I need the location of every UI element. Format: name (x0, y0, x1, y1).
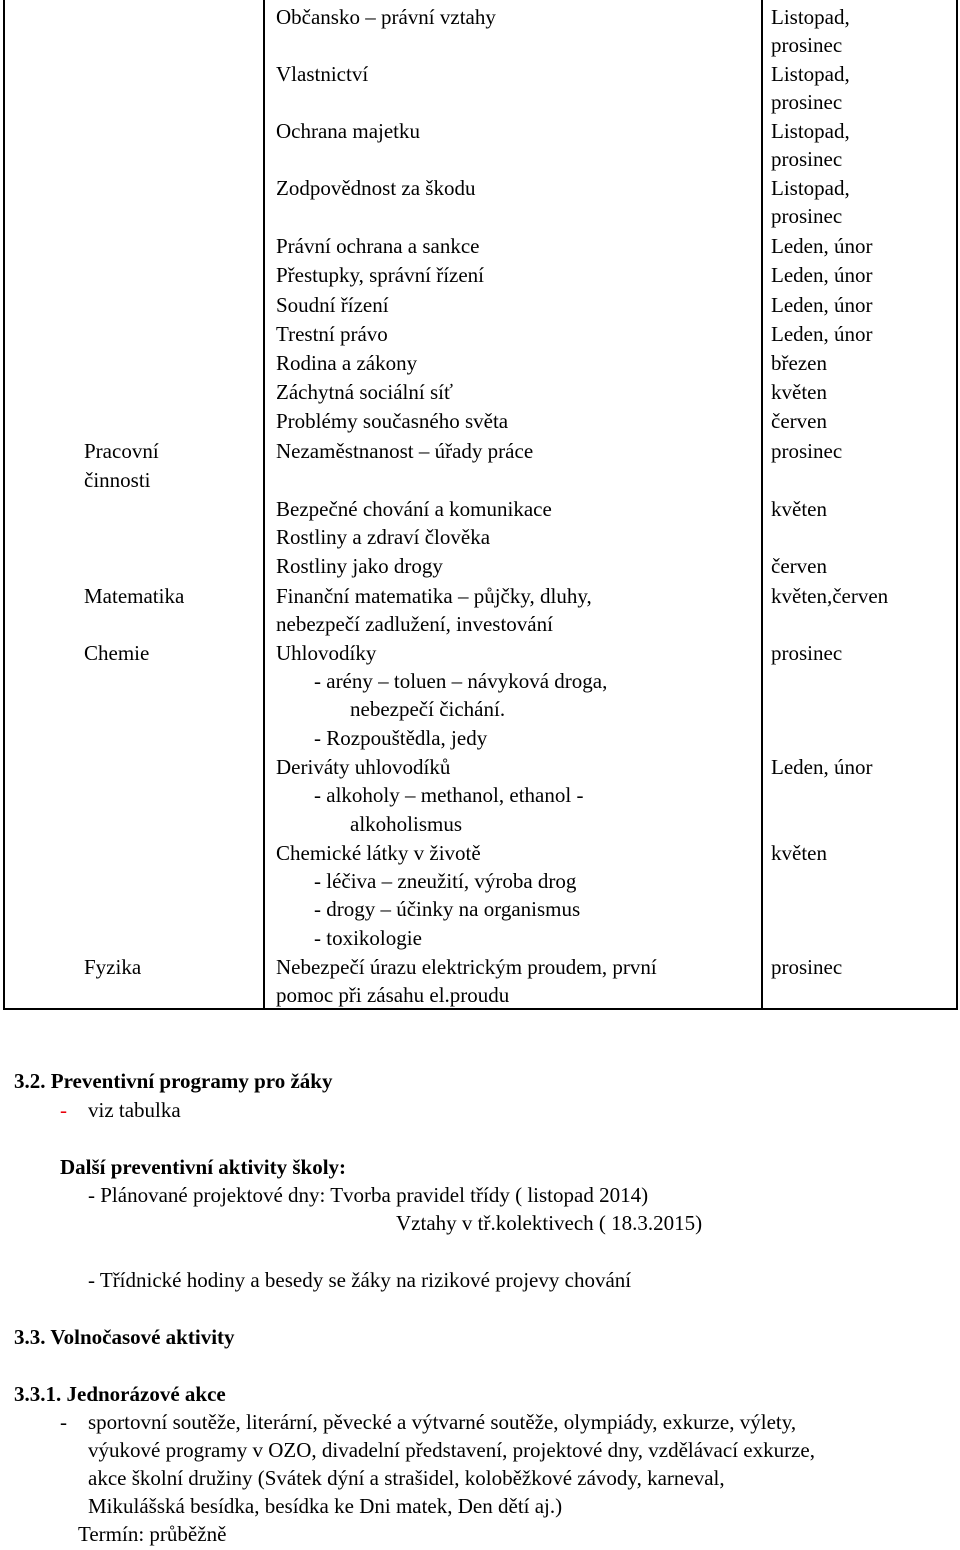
table-cell-topic: Uhlovodíky (276, 641, 377, 665)
table-cell-subitem: - toxikologie (314, 926, 422, 950)
table-cell-term: Listopad, (771, 176, 850, 200)
table-cell-term: květen (771, 380, 827, 404)
table-cell-topic: Právní ochrana a sankce (276, 234, 480, 258)
table-cell-term: květen,červen (771, 584, 889, 608)
list-item-line: výukové programy v OZO, divadelní představení, projektové dny, vzdělávací exkurze, (88, 1438, 815, 1462)
table-cell-topic: pomoc při zásahu el.proudu (276, 983, 510, 1007)
table-cell-topic: Rostliny a zdraví člověka (276, 525, 491, 549)
subject-label: Matematika (84, 584, 185, 608)
table-cell-term: březen (771, 351, 827, 375)
table-cell-term: Listopad, (771, 5, 850, 29)
table-cell-topic: Bezpečné chování a komunikace (276, 497, 552, 521)
table-cell-topic: Ochrana majetku (276, 119, 421, 143)
bullet-dash: - (60, 1410, 67, 1434)
table-cell-term: Listopad, (771, 62, 850, 86)
section-heading-3-3: 3.3. Volnočasové aktivity (14, 1325, 235, 1349)
table-cell-subitem: nebezpečí čichání. (350, 697, 506, 721)
table-cell-topic: Vlastnictví (276, 62, 369, 86)
table-cell-term: prosinec (771, 641, 843, 665)
table-cell-subitem: - arény – toluen – návyková droga, (314, 669, 608, 693)
table-cell-term: prosinec (771, 33, 843, 57)
table-cell-term: Leden, únor (771, 322, 873, 346)
table-border-right (956, 0, 958, 1010)
table-cell-topic: Záchytná sociální síť (276, 380, 453, 404)
table-cell-topic: Rodina a zákony (276, 351, 418, 375)
table-cell-term: prosinec (771, 439, 843, 463)
table-cell-term: prosinec (771, 955, 843, 979)
table-cell-topic: nebezpečí zadlužení, investování (276, 612, 553, 636)
table-border-left (3, 0, 5, 1010)
subheading-dalsi-aktivity: Další preventivní aktivity školy: (60, 1155, 347, 1179)
table-cell-topic: Rostliny jako drogy (276, 554, 443, 578)
table-cell-subitem: - alkoholy – methanol, ethanol - (314, 783, 584, 807)
table-divider-2 (761, 0, 763, 1010)
section-heading-3-2: 3.2. Preventivní programy pro žáky (14, 1069, 333, 1093)
table-cell-term: květen (771, 841, 827, 865)
list-item-line: akce školní družiny (Svátek dýní a strašidel, koloběžkové závody, karneval, (88, 1466, 725, 1490)
list-item: - Třídnické hodiny a besedy se žáky na rizikové projevy chování (88, 1268, 632, 1292)
list-item: - Plánované projektové dny: Tvorba pravidel třídy ( listopad 2014) (88, 1183, 649, 1207)
subject-label: Pracovní (84, 439, 159, 463)
list-item-line: Mikulášská besídka, besídka ke Dni matek, Den dětí aj.) (88, 1494, 563, 1518)
table-cell-term: červen (771, 409, 827, 433)
table-cell-topic: Zodpovědnost za škodu (276, 176, 476, 200)
table-cell-topic: Nezaměstnanost – úřady práce (276, 439, 534, 463)
list-item: viz tabulka (88, 1098, 181, 1122)
table-cell-topic: Nebezpečí úrazu elektrickým proudem, první (276, 955, 657, 979)
table-cell-term: Leden, únor (771, 293, 873, 317)
table-cell-topic: Finanční matematika – půjčky, dluhy, (276, 584, 592, 608)
table-cell-topic: Občansko – právní vztahy (276, 5, 496, 29)
section-heading-3-3-1: 3.3.1. Jednorázové akce (14, 1382, 226, 1406)
table-cell-topic: Soudní řízení (276, 293, 389, 317)
table-cell-subitem: - drogy – účinky na organismus (314, 897, 581, 921)
termin-text: Termín: průběžně (78, 1522, 227, 1546)
table-divider-1 (263, 0, 265, 1010)
subject-label: Chemie (84, 641, 150, 665)
table-cell-topic: Problémy současného světa (276, 409, 509, 433)
list-item-continuation: Vztahy v tř.kolektivech ( 18.3.2015) (396, 1211, 703, 1235)
bullet-dash: - (60, 1098, 67, 1122)
table-cell-term: Leden, únor (771, 263, 873, 287)
table-cell-term: Leden, únor (771, 234, 873, 258)
table-cell-term: červen (771, 554, 827, 578)
table-cell-subitem: - Rozpouštědla, jedy (314, 726, 488, 750)
table-cell-term: prosinec (771, 90, 843, 114)
table-cell-term: Leden, únor (771, 755, 873, 779)
table-cell-topic: Deriváty uhlovodíků (276, 755, 451, 779)
list-item-line: sportovní soutěže, literární, pěvecké a výtvarné soutěže, olympiády, exkurze, výlety, (88, 1410, 797, 1434)
table-cell-topic: Přestupky, správní řízení (276, 263, 485, 287)
table-cell-subitem: - léčiva – zneužití, výroba drog (314, 869, 577, 893)
table-cell-term: prosinec (771, 204, 843, 228)
table-cell-term: květen (771, 497, 827, 521)
table-cell-term: prosinec (771, 147, 843, 171)
subject-label: Fyzika (84, 955, 142, 979)
table-cell-topic: Chemické látky v životě (276, 841, 481, 865)
table-cell-topic: Trestní právo (276, 322, 388, 346)
subject-label: činnosti (84, 468, 151, 492)
table-cell-subitem: alkoholismus (350, 812, 463, 836)
table-cell-term: Listopad, (771, 119, 850, 143)
